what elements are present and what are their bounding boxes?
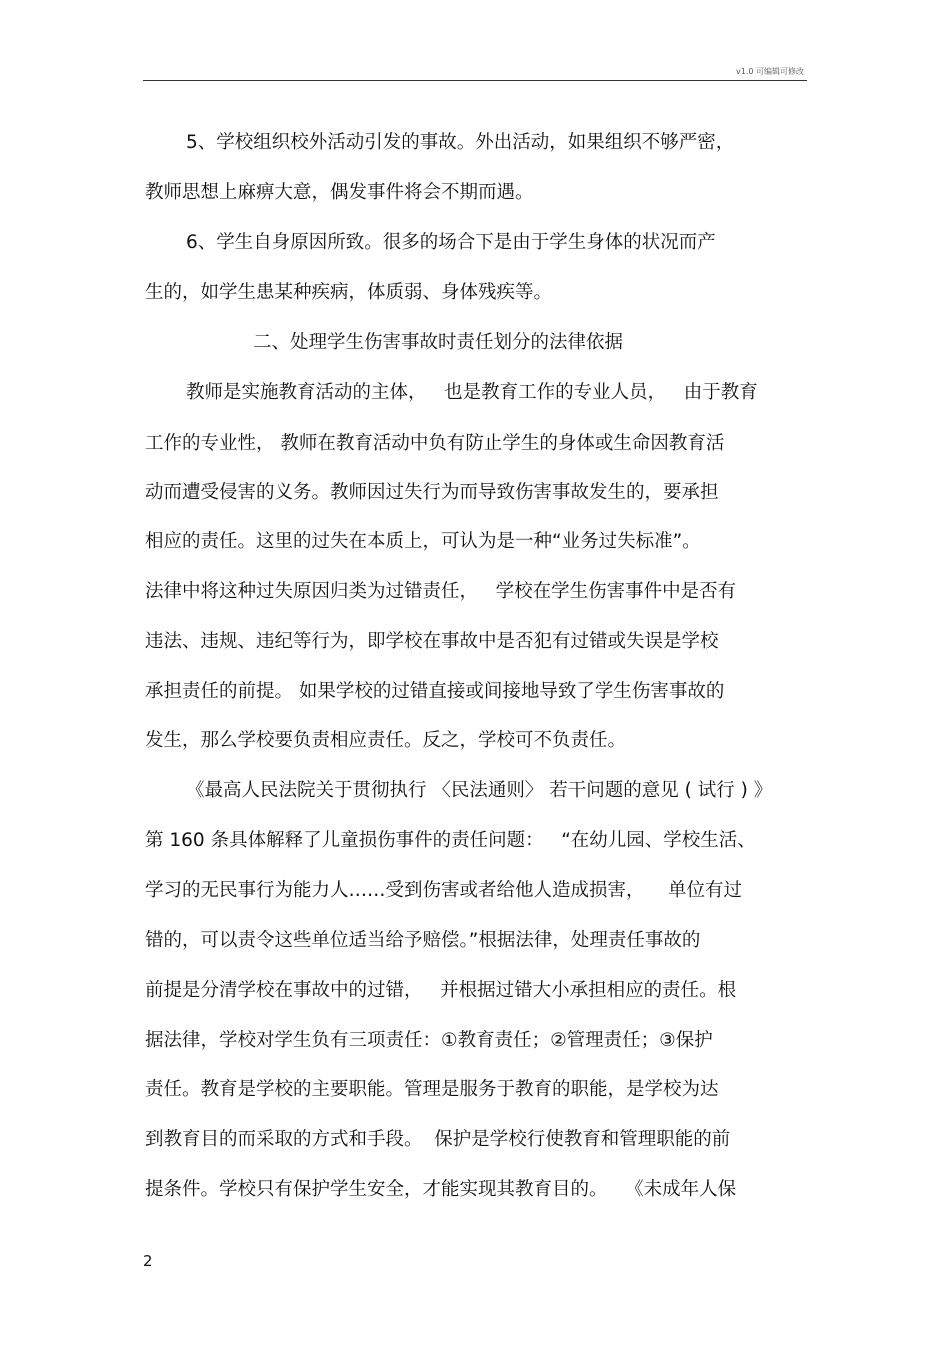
paragraph-line: 提条件。学校只有保护学生安全，才能实现其教育目的。 《未成年人保 — [145, 1179, 737, 1200]
paragraph-line: 动而遭受侵害的义务。教师因过失行为而导致伤害事故发生的，要承担 — [145, 482, 719, 503]
paragraph-line: 承担责任的前提。 如果学校的过错直接或间接地导致了学生伤害事故的 — [145, 681, 725, 702]
paragraph-line: 第 160 条具体解释了儿童损伤事件的责任问题： “在幼儿园、学校生活、 — [145, 830, 756, 851]
paragraph-line: 到教育目的而采取的方式和手段。 保护是学校行使教育和管理职能的前 — [145, 1129, 731, 1150]
header-divider — [143, 80, 807, 81]
paragraph-line: 据法律，学校对学生负有三项责任：①教育责任；②管理责任；③保护 — [145, 1030, 713, 1051]
paragraph-line: 教师是实施教育活动的主体， 也是教育工作的专业人员， 由于教育 — [186, 382, 758, 403]
paragraph-line: 前提是分清学校在事故中的过错， 并根据过错大小承担相应的责任。根 — [145, 980, 737, 1001]
paragraph-line: 学习的无民事行为能力人……受到伤害或者给他人造成损害， 单位有过 — [145, 880, 743, 901]
section-heading: 二、处理学生伤害事故时责任划分的法律依据 — [253, 332, 624, 353]
paragraph-line: 错的，可以责令这些单位适当给予赔偿。”根据法律，处理责任事故的 — [145, 930, 701, 951]
header-version-note: v1.0 可编辑可修改 — [736, 67, 804, 76]
paragraph-line: 教师思想上麻痹大意，偶发事件将会不期而遇。 — [145, 182, 534, 203]
paragraph-line: 发生，那么学校要负责相应责任。反之，学校可不负责任。 — [145, 730, 627, 751]
page-number: 2 — [143, 1252, 153, 1270]
paragraph-line: 违法、违规、违纪等行为，即学校在事故中是否犯有过错或失误是学校 — [145, 631, 719, 652]
paragraph-line: 法律中将这种过失原因归类为过错责任， 学校在学生伤害事件中是否有 — [145, 581, 737, 602]
paragraph-line: 责任。教育是学校的主要职能。管理是服务于教育的职能，是学校为达 — [145, 1079, 719, 1100]
paragraph-line: 工作的专业性， 教师在教育活动中负有防止学生的身体或生命因教育活 — [145, 433, 725, 454]
paragraph-line: 相应的责任。这里的过失在本质上，可认为是一种“业务过失标准”。 — [145, 531, 701, 552]
paragraph-line: 6、学生自身原因所致。很多的场合下是由于学生身体的状况而产 — [186, 232, 716, 253]
paragraph-line: 生的，如学生患某种疾病，体质弱、身体残疾等。 — [145, 282, 553, 303]
paragraph-line: 《最高人民法院关于贯彻执行 〈民法通则〉 若干问题的意见 ( 试行 ) 》 — [186, 780, 773, 801]
paragraph-line: 5、学校组织校外活动引发的事故。外出活动，如果组织不够严密， — [186, 132, 735, 153]
